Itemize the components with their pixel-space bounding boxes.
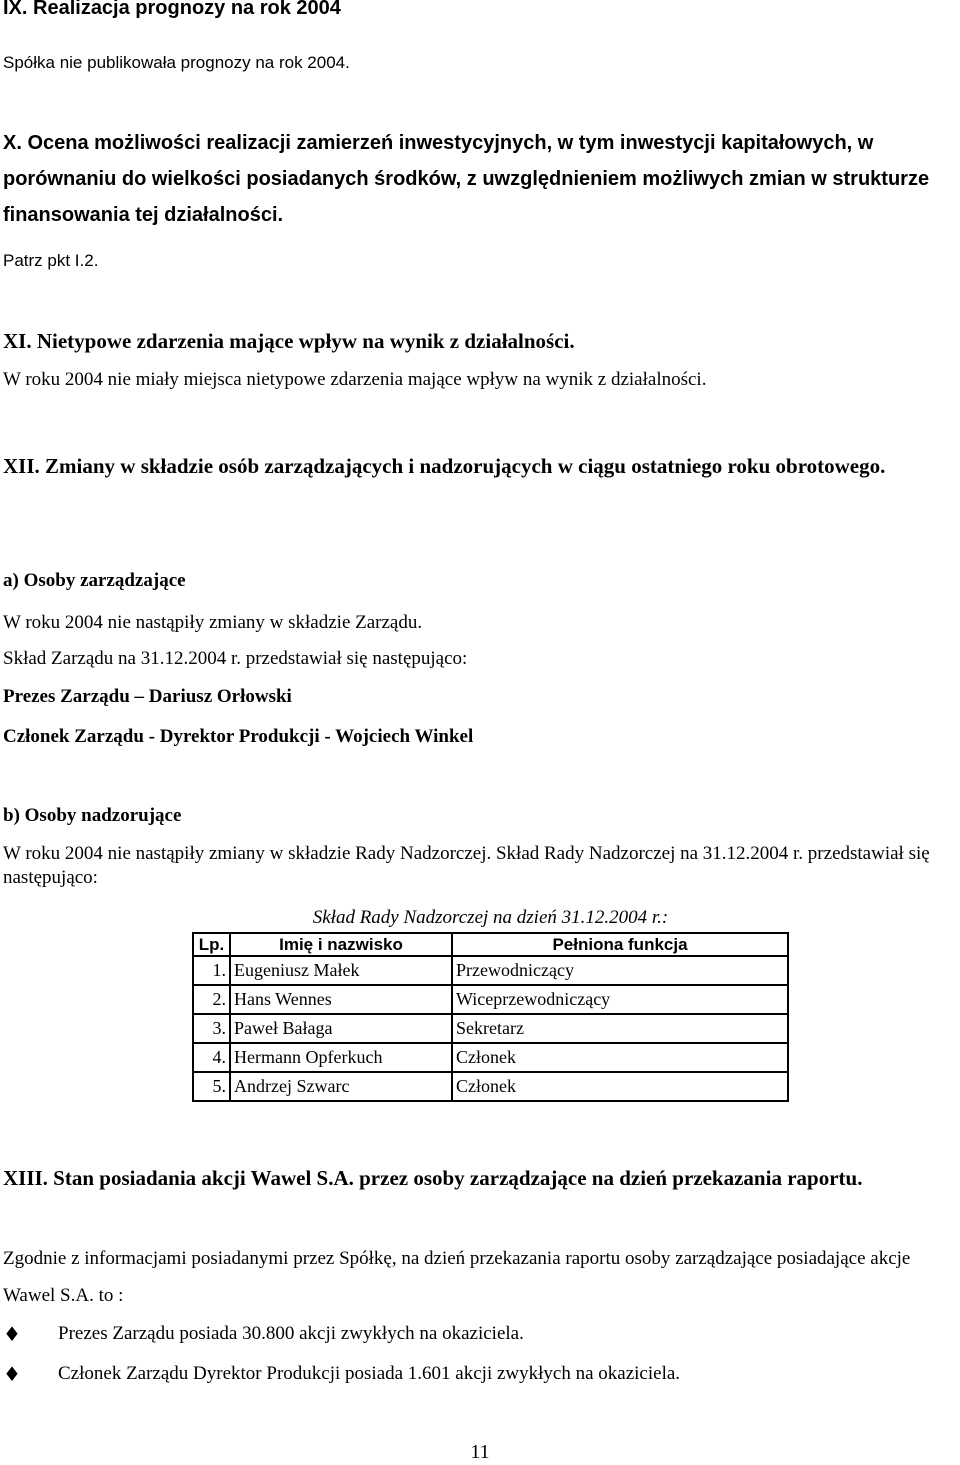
cell-lp: 3. — [193, 1014, 230, 1043]
column-header-function: Pełniona funkcja — [452, 933, 788, 956]
table-row — [193, 985, 788, 1014]
page-number: 11 — [470, 1441, 490, 1463]
manager-president: Prezes Zarządu – Dariusz Orłowski — [3, 686, 292, 707]
cell-lp: 4. — [193, 1043, 230, 1072]
cell-name: Hans Wennes — [230, 985, 452, 1014]
cell-name: Paweł Bałaga — [230, 1014, 452, 1043]
section-xii-heading: XII. Zmiany w składzie osób zarządzających i nadzorujących w ciągu ostatniego roku obrotowego. — [3, 454, 886, 478]
section-ix-heading: IX. Realizacja prognozy na rok 2004 — [3, 0, 341, 19]
cell-function: Członek — [452, 1043, 788, 1072]
board-table-caption: Skład Rady Nadzorczej na dzień 31.12.2004 r.: — [312, 907, 669, 928]
section-ix-text: Spółka nie publikowała prognozy na rok 2004. — [3, 53, 350, 72]
cell-function: Przewodniczący — [452, 956, 788, 985]
table-header-row — [193, 933, 788, 956]
cell-lp: 1. — [193, 956, 230, 985]
table-row — [193, 1014, 788, 1043]
managers-text-2: Skład Zarządu na 31.12.2004 r. przedstawiał się następująco: — [3, 648, 468, 669]
column-header-name: Imię i nazwisko — [230, 933, 452, 956]
bullet-item-president: Prezes Zarządu posiada 30.800 akcji zwykłych na okaziciela. — [58, 1323, 524, 1344]
section-xi-heading: XI. Nietypowe zdarzenia mające wpływ na wynik z działalności. — [3, 329, 575, 353]
section-xiii-heading: XIII. Stan posiadania akcji Wawel S.A. przez osoby zarządzające na dzień przekazania raportu. — [3, 1166, 863, 1190]
table-row — [193, 956, 788, 985]
column-header-lp: Lp. — [193, 933, 230, 956]
supervisors-subheading: b) Osoby nadzorujące — [3, 805, 182, 826]
cell-function: Członek — [452, 1072, 788, 1101]
cell-name: Andrzej Szwarc — [230, 1072, 452, 1101]
cell-function: Wiceprzewodniczący — [452, 985, 788, 1014]
managers-subheading: a) Osoby zarządzające — [3, 570, 186, 591]
cell-function: Sekretarz — [452, 1014, 788, 1043]
section-xiii-text: Zgodnie z informacjami posiadanymi przez Spółkę, na dzień przekazania raportu osoby zarządzające posiadające akcje Wawel S.A. to : — [3, 1248, 911, 1306]
manager-member: Członek Zarządu - Dyrektor Produkcji - Wojciech Winkel — [3, 726, 474, 747]
cell-name: Hermann Opferkuch — [230, 1043, 452, 1072]
supervisors-text: W roku 2004 nie nastąpiły zmiany w składzie Rady Nadzorczej. Skład Rady Nadzorczej na 31.12.2004 r. przedstawiał się następująco: — [3, 843, 930, 888]
section-x-heading: X. Ocena możliwości realizacji zamierzeń inwestycyjnych, w tym inwestycji kapitałowych, w porównaniu do wielkości posiadanych środków, z uwzględnieniem możliwych zmian w strukturze finansowania tej działalności. — [3, 132, 930, 226]
table-row — [193, 1072, 788, 1101]
cell-name: Eugeniusz Małek — [230, 956, 452, 985]
cell-lp: 5. — [193, 1072, 230, 1101]
diamond-bullet-icon: ♦ — [3, 1362, 21, 1386]
diamond-bullet-icon: ♦ — [3, 1322, 21, 1346]
managers-text-1: W roku 2004 nie nastąpiły zmiany w składzie Zarządu. — [3, 612, 423, 633]
bullet-item-member: Członek Zarządu Dyrektor Produkcji posiada 1.601 akcji zwykłych na okaziciela. — [58, 1363, 681, 1384]
section-x-text: Patrz pkt I.2. — [3, 251, 99, 270]
section-xi-text: W roku 2004 nie miały miejsca nietypowe zdarzenia mające wpływ na wynik z działalności. — [3, 369, 707, 390]
table-row — [193, 1043, 788, 1072]
board-table — [192, 932, 789, 1102]
cell-lp: 2. — [193, 985, 230, 1014]
